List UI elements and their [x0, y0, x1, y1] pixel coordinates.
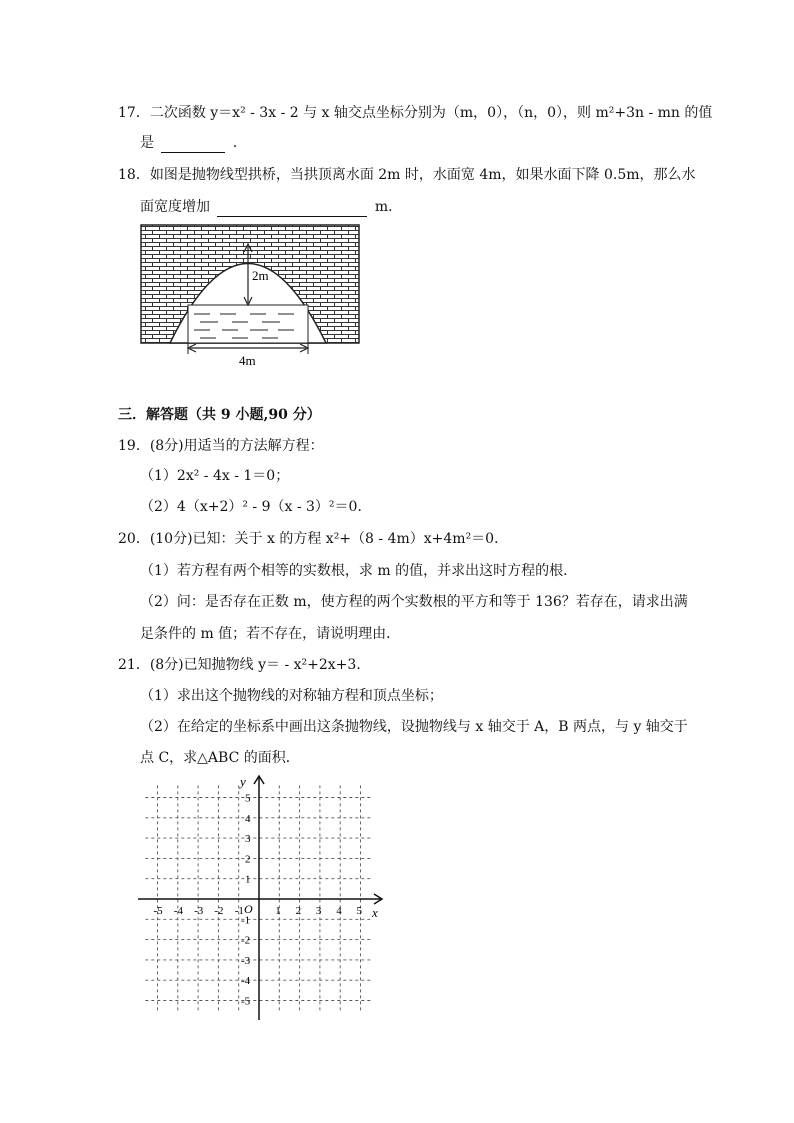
height-label: 2m: [252, 268, 269, 283]
y-tick-labels: [241, 793, 251, 1008]
y-tick-label: -3: [241, 954, 251, 967]
y-tick-label: 2: [245, 853, 251, 866]
q20-part1: （1）若方程有两个相等的实数根，求 m 的值，并求出这时方程的根．: [140, 563, 578, 579]
q21-part1: （1）求出这个抛物线的对称轴方程和顶点坐标；: [140, 688, 443, 704]
q19-stem: 19．(8分)用适当的方法解方程：: [118, 438, 324, 454]
q21-part2-line1: （2）在给定的坐标系中画出这条抛物线，设抛物线与 x 轴交于 A，B 两点，与 y 轴交于: [140, 719, 688, 735]
q21-part2-line2: 点 C，求△ABC 的面积．: [140, 750, 300, 766]
x-tick-label: 2: [295, 905, 302, 917]
width-label: 4m: [239, 353, 256, 368]
origin-label: O: [244, 902, 253, 916]
arch-bridge-figure: [138, 222, 362, 370]
x-tick-label: -5: [153, 905, 163, 917]
q19-part1: （1）2x² - 4x - 1＝0；: [140, 468, 290, 484]
q18-line1: 18．如图是抛物线型拱桥，当拱顶离水面 2m 时，水面宽 4m，如果水面下降 0.5m，那么水: [118, 167, 696, 183]
x-tick-label: 3: [315, 905, 322, 917]
y-tick-label: -4: [241, 975, 251, 988]
y-tick-label: -5: [241, 995, 251, 1008]
q18-suffix: m．: [374, 199, 403, 215]
q17-prefix: 是: [140, 135, 154, 151]
y-tick-label: -1: [241, 914, 251, 927]
q19-part2: （2）4（x+2）² - 9（x - 3）²＝0．: [140, 499, 372, 515]
q18-prefix: 面宽度增加: [140, 199, 210, 215]
x-tick-label: -3: [194, 905, 204, 917]
x-tick-label: 4: [336, 905, 342, 917]
x-tick-label: -2: [214, 905, 224, 917]
y-axis-label: y: [240, 774, 246, 789]
q20-part2-line2: 足条件的 m 值；若不存在，请说明理由．: [140, 626, 401, 642]
q20-part2-line1: （2）问：是否存在正数 m，使方程的两个实数根的平方和等于 136？若存在，请求出满: [140, 594, 688, 610]
x-tick-label: 5: [356, 905, 362, 917]
coordinate-grid: [136, 772, 386, 1022]
q21-stem: 21．(8分)已知抛物线 y＝ - x²+2x+3．: [118, 657, 371, 673]
x-axis-label: x: [372, 905, 378, 920]
y-tick-label: 5: [245, 792, 251, 805]
q17-answer-blank[interactable]: [161, 138, 225, 153]
y-tick-label: -2: [241, 934, 251, 947]
q20-stem: 20．(10分)已知：关于 x 的方程 x²+（8 - 4m）x+4m²＝0．: [118, 531, 509, 547]
q17-line2: [140, 133, 247, 153]
x-tick-label: -1: [234, 905, 244, 917]
q17-line1: 17．二次函数 y＝x² - 3x - 2 与 x 轴交点坐标分别为（m，0），（n，0），则 m²+3n - mn 的值: [118, 105, 713, 121]
section-title: 三．解答题（共 9 小题,90 分）: [118, 407, 321, 423]
x-tick-label: -4: [173, 905, 183, 917]
x-tick-labels: [154, 905, 363, 917]
x-tick-label: 1: [275, 905, 281, 917]
y-tick-label: 3: [245, 833, 251, 846]
q17-suffix: ．: [232, 135, 247, 151]
q18-line2: [140, 197, 402, 217]
y-tick-label: 4: [245, 812, 251, 825]
y-tick-label: 1: [245, 873, 251, 886]
water-area: [188, 305, 308, 343]
q18-answer-blank[interactable]: [217, 202, 367, 217]
